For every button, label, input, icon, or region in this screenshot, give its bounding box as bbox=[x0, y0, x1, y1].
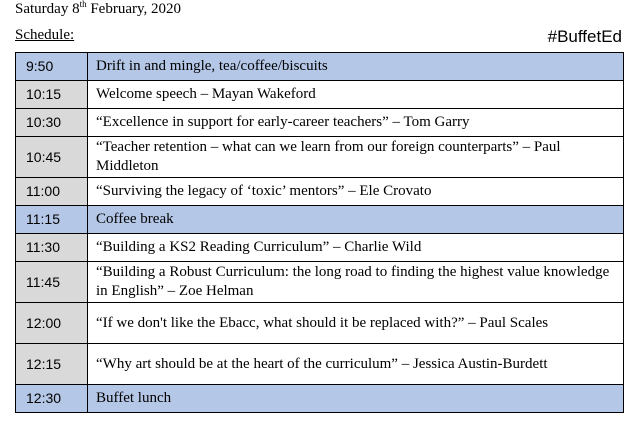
schedule-time: 10:15 bbox=[16, 81, 88, 109]
date-ordinal: th bbox=[79, 0, 87, 9]
hashtag: #BuffetEd bbox=[547, 27, 622, 46]
schedule-description: “Why art should be at the heart of the curriculum” – Jessica Austin-Burdett bbox=[88, 344, 624, 385]
schedule-row bbox=[16, 53, 624, 81]
date-rest: February, 2020 bbox=[86, 1, 182, 17]
schedule-time: 11:30 bbox=[16, 234, 88, 262]
schedule-description: “Building a Robust Curriculum: the long road to finding the highest value knowledge in English” – Zoe Helman bbox=[88, 262, 624, 303]
schedule-time: 12:30 bbox=[16, 385, 88, 413]
schedule-time: 11:00 bbox=[16, 178, 88, 206]
schedule-description: Welcome speech – Mayan Wakeford bbox=[88, 81, 624, 109]
schedule-description: “Building a KS2 Reading Curriculum” – Charlie Wild bbox=[88, 234, 624, 262]
schedule-table bbox=[15, 52, 624, 413]
date-day: Saturday 8 bbox=[15, 1, 80, 17]
schedule-description: “If we don't like the Ebacc, what should it be replaced with?” – Paul Scales bbox=[88, 303, 624, 344]
event-date bbox=[15, 1, 181, 18]
schedule-time: 9:50 bbox=[16, 53, 88, 81]
schedule-row bbox=[16, 178, 624, 206]
schedule-time: 11:45 bbox=[16, 262, 88, 303]
schedule-row bbox=[16, 137, 624, 178]
schedule-row bbox=[16, 234, 624, 262]
schedule-description: “Teacher retention – what can we learn from our foreign counterparts” – Paul Middleton bbox=[88, 137, 624, 178]
schedule-row bbox=[16, 385, 624, 413]
schedule-description: “Surviving the legacy of ‘toxic’ mentors” – Ele Crovato bbox=[88, 178, 624, 206]
schedule-description: “Excellence in support for early-career teachers” – Tom Garry bbox=[88, 109, 624, 137]
schedule-time: 12:00 bbox=[16, 303, 88, 344]
schedule-row bbox=[16, 206, 624, 234]
schedule-row bbox=[16, 303, 624, 344]
schedule-time: 11:15 bbox=[16, 206, 88, 234]
schedule-row bbox=[16, 81, 624, 109]
schedule-time: 10:45 bbox=[16, 137, 88, 178]
schedule-time: 10:30 bbox=[16, 109, 88, 137]
schedule-description: Coffee break bbox=[88, 206, 624, 234]
schedule-time: 12:15 bbox=[16, 344, 88, 385]
schedule-row bbox=[16, 262, 624, 303]
schedule-description: Buffet lunch bbox=[88, 385, 624, 413]
schedule-description: Drift in and mingle, tea/coffee/biscuits bbox=[88, 53, 624, 81]
schedule-row bbox=[16, 109, 624, 137]
schedule-row bbox=[16, 344, 624, 385]
schedule-heading: Schedule: bbox=[15, 27, 75, 43]
